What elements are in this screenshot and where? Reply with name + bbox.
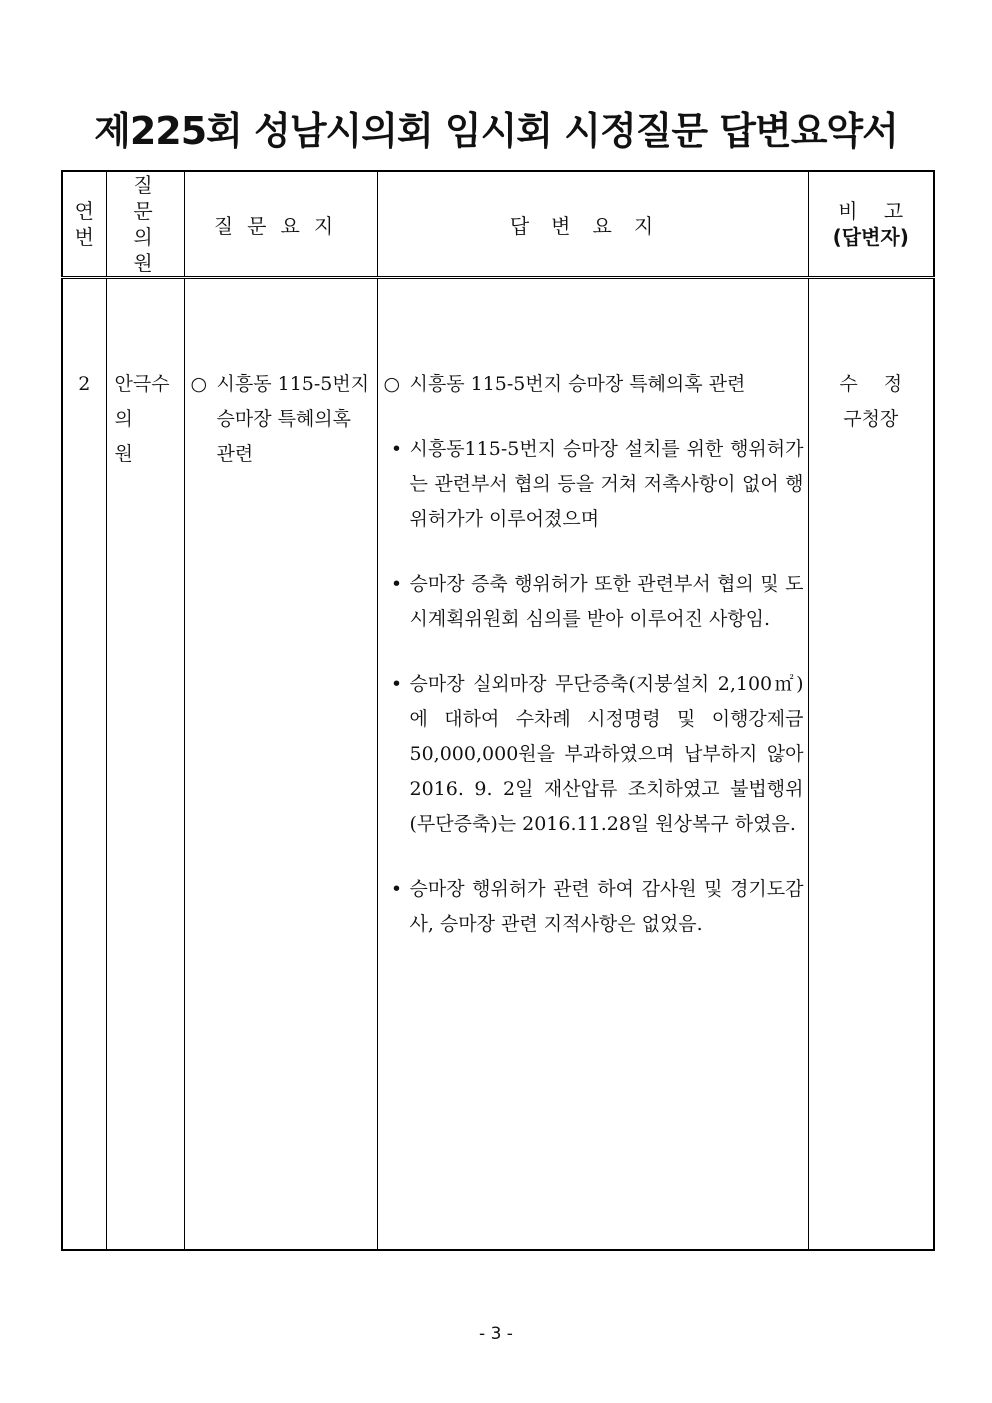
header-member (106, 171, 184, 278)
row-seq: 2 (62, 278, 106, 1251)
row-member (106, 278, 184, 1251)
bullet-dot: • (390, 438, 403, 460)
header-note-line2: (답변자) (832, 225, 909, 249)
header-answer (377, 171, 808, 278)
member-name: 안극수 (114, 373, 170, 395)
answer-bullet-text: 승마장 행위허가 관련 하여 감사원 및 경기도감사, 승마장 관련 지적사항은 없었음. (409, 878, 804, 935)
answer-bullet (384, 567, 804, 637)
header-member-line1: 질 문 (133, 173, 165, 223)
answer-bullet-text: 승마장 실외마장 무단증축(지붕설치 2,100㎡)에 대하여 수차례 시정명령 및 이행강제금 50,000,000원을 부과하였으며 납부하지 않아 2016. 9. 2일 재산압류 조치하였고 불법행위(무단증축)는 2016.11.28일 원상복구 하였음. (409, 673, 804, 835)
header-seq-line2: 번 (74, 225, 94, 249)
header-answer-label: 답변요지 (509, 213, 676, 238)
answer-heading: 시흥동 115-5번지 승마장 특혜의혹 관련 (409, 373, 746, 395)
answer-bullet-text: 시흥동115-5번지 승마장 설치를 위한 행위허가는 관련부서 협의 등을 거쳐 저촉사항이 없어 행위허가가 이루어졌으며 (409, 438, 804, 530)
row-answer (377, 278, 808, 1251)
document-title: 제225회 성남시의회 임시회 시정질문 답변요약서 (94, 109, 898, 153)
question-text: 시흥동 115-5번지 승마장 특혜의혹 관련 (216, 373, 370, 465)
bullet-dot: • (390, 573, 403, 595)
member-title (115, 402, 180, 472)
page-number: - 3 - (479, 1324, 513, 1344)
answer-bullet (384, 667, 804, 842)
table-row (62, 278, 934, 1251)
answer-bullet (384, 432, 804, 537)
row-question (184, 278, 377, 1251)
answer-bullet (384, 872, 804, 942)
bullet-dot: • (390, 673, 403, 695)
bullet-dot: • (390, 878, 403, 900)
header-seq-line1: 연 (74, 199, 94, 223)
header-seq (62, 171, 106, 278)
header-question-label: 질문요지 (213, 213, 348, 238)
header-note-line1: 비 고 (838, 199, 914, 223)
answer-bullet-text: 승마장 증축 행위허가 또한 관련부서 협의 및 도시계획위원회 심의를 받아 이루어진 사항임. (409, 573, 804, 630)
question-circle-marker: ○ (190, 373, 208, 395)
answer-summary-table (61, 170, 935, 1251)
header-note (808, 171, 934, 278)
member-title-b: 원 (114, 443, 133, 465)
answer-circle-marker: ○ (383, 373, 401, 395)
table-header-row (62, 171, 934, 278)
responder-line1: 수 정 (839, 373, 913, 395)
header-member-line2: 의 원 (133, 225, 165, 275)
responder-line2: 구청장 (843, 408, 899, 430)
member-title-a: 의 (114, 408, 133, 430)
header-question (184, 171, 377, 278)
row-note (808, 278, 934, 1251)
